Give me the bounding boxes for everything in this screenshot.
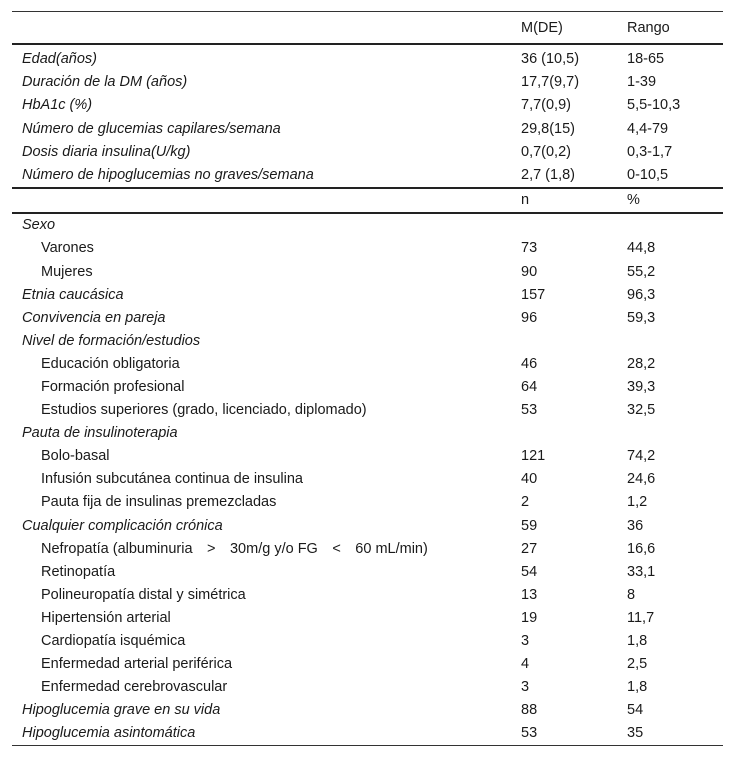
row-count: 27 (521, 540, 538, 557)
row-count: 64 (521, 378, 538, 395)
subheader-percent: % (627, 192, 640, 209)
table-row (12, 94, 723, 117)
row-label: Nivel de formación/estudios (22, 332, 201, 349)
row-percent: 54 (627, 702, 644, 719)
row-count: 157 (521, 286, 546, 303)
row-label: Formación profesional (41, 378, 185, 395)
row-percent: 59,3 (627, 309, 656, 326)
row-count: 88 (521, 702, 538, 719)
row-percent (617, 213, 723, 237)
row-percent: 33,1 (627, 563, 656, 580)
row-label: Enfermedad arterial periférica (41, 656, 233, 673)
row-label: Mujeres (41, 263, 93, 280)
table-row (12, 422, 723, 445)
row-mean-sd: 29,8(15) (521, 120, 576, 137)
table-row (12, 237, 723, 260)
header-mean-sd: M(DE) (521, 19, 563, 36)
row-mean-sd: 17,7(9,7) (521, 73, 580, 90)
row-range: 4,4-79 (627, 120, 669, 137)
table-row (12, 653, 723, 676)
table-row (12, 399, 723, 422)
row-label: Pauta de insulinoterapia (22, 425, 178, 442)
row-count: 4 (521, 656, 530, 673)
table-row (12, 163, 723, 187)
categorical-variables-body (12, 213, 723, 746)
row-label: Enfermedad cerebrovascular (41, 679, 228, 696)
row-percent: 28,2 (627, 355, 656, 372)
row-percent: 2,5 (627, 656, 648, 673)
row-percent: 8 (627, 586, 636, 603)
characteristics-table (12, 11, 723, 746)
row-mean-sd: 0,7(0,2) (521, 143, 571, 160)
row-percent (617, 422, 723, 445)
row-label: Número de hipoglucemias no graves/semana (22, 167, 314, 184)
table-row (12, 560, 723, 583)
row-count: 3 (521, 633, 530, 650)
table-row (12, 699, 723, 722)
row-percent: 35 (627, 725, 644, 742)
table-row (12, 537, 723, 560)
characteristics-table-container (12, 11, 723, 746)
row-count: 53 (521, 402, 538, 419)
row-percent: 24,6 (627, 471, 656, 488)
row-label: Cardiopatía isquémica (41, 633, 186, 650)
row-label: Cualquier complicación crónica (22, 517, 223, 534)
row-count (511, 213, 617, 237)
row-range: 1-39 (627, 73, 657, 90)
row-percent: 1,8 (627, 679, 648, 696)
row-count: 3 (521, 679, 530, 696)
row-count (511, 422, 617, 445)
row-percent: 11,7 (627, 609, 655, 626)
table-row (12, 306, 723, 329)
row-label: Convivencia en pareja (22, 309, 166, 326)
row-percent: 55,2 (627, 263, 656, 280)
row-percent: 1,8 (627, 633, 648, 650)
row-percent: 96,3 (627, 286, 656, 303)
row-label: Número de glucemias capilares/semana (22, 120, 281, 137)
row-mean-sd: 2,7 (1,8) (521, 167, 575, 184)
table-row (12, 352, 723, 375)
row-percent: 44,8 (627, 240, 656, 257)
row-label: Edad(años) (22, 50, 97, 67)
table-row (12, 491, 723, 514)
row-label: Dosis diaria insulina(U/kg) (22, 143, 191, 160)
table-subheader-row (12, 188, 723, 213)
row-label: Hipoglucemia asintomática (22, 725, 196, 742)
table-row (12, 375, 723, 398)
row-mean-sd: 7,7(0,9) (521, 97, 571, 114)
row-count: 19 (521, 609, 538, 626)
row-count: 40 (521, 471, 538, 488)
row-label: Hipoglucemia grave en su vida (22, 702, 221, 719)
row-label: Pauta fija de insulinas premezcladas (41, 494, 277, 511)
row-label: Varones (41, 240, 94, 257)
continuous-variables-body (12, 44, 723, 188)
table-row (12, 468, 723, 491)
row-count: 53 (521, 725, 538, 742)
row-percent: 36 (627, 517, 644, 534)
table-row (12, 329, 723, 352)
table-row (12, 213, 723, 237)
row-percent: 74,2 (627, 448, 656, 465)
row-mean-sd: 36 (10,5) (521, 50, 580, 67)
row-range: 0,3-1,7 (627, 143, 673, 160)
subheader-count: n (521, 192, 530, 209)
row-count: 59 (521, 517, 538, 534)
row-label: Nefropatía (albuminuria > 30m/g y/o FG < 60 mL/min) (41, 540, 428, 557)
subheader-label-cell (12, 188, 511, 213)
header-label-cell (12, 12, 511, 45)
row-count: 121 (521, 448, 546, 465)
row-count: 13 (521, 586, 538, 603)
row-label: Sexo (22, 217, 56, 234)
row-label: Duración de la DM (años) (22, 73, 188, 90)
table-header-row (12, 12, 723, 45)
row-count: 46 (521, 355, 538, 372)
table-row (12, 445, 723, 468)
row-range: 0-10,5 (627, 167, 669, 184)
table-row (12, 117, 723, 140)
row-count: 96 (521, 309, 538, 326)
table-row (12, 514, 723, 537)
row-percent: 32,5 (627, 402, 656, 419)
row-label: Estudios superiores (grado, licenciado, diplomado) (41, 402, 367, 419)
row-percent: 39,3 (627, 378, 656, 395)
row-range: 18-65 (627, 50, 665, 67)
table-row (12, 70, 723, 93)
table-row (12, 722, 723, 746)
row-label: HbA1c (%) (22, 97, 93, 114)
table-row (12, 676, 723, 699)
row-count: 2 (521, 494, 530, 511)
row-range: 5,5-10,3 (627, 97, 681, 114)
table-row (12, 583, 723, 606)
row-percent (617, 329, 723, 352)
row-count: 90 (521, 263, 538, 280)
row-percent: 16,6 (627, 540, 656, 557)
table-row (12, 260, 723, 283)
table-row (12, 140, 723, 163)
header-range: Rango (627, 19, 670, 36)
row-label: Etnia caucásica (22, 286, 124, 303)
row-label: Polineuropatía distal y simétrica (41, 586, 246, 603)
row-label: Educación obligatoria (41, 355, 180, 372)
row-label: Bolo-basal (41, 448, 110, 465)
row-count (511, 329, 617, 352)
table-row (12, 44, 723, 70)
row-count: 73 (521, 240, 538, 257)
table-row (12, 283, 723, 306)
table-row (12, 629, 723, 652)
row-percent: 1,2 (627, 494, 648, 511)
row-count: 54 (521, 563, 538, 580)
row-label: Retinopatía (41, 563, 116, 580)
table-row (12, 606, 723, 629)
row-label: Infusión subcutánea continua de insulina (41, 471, 303, 488)
row-label: Hipertensión arterial (41, 609, 171, 626)
